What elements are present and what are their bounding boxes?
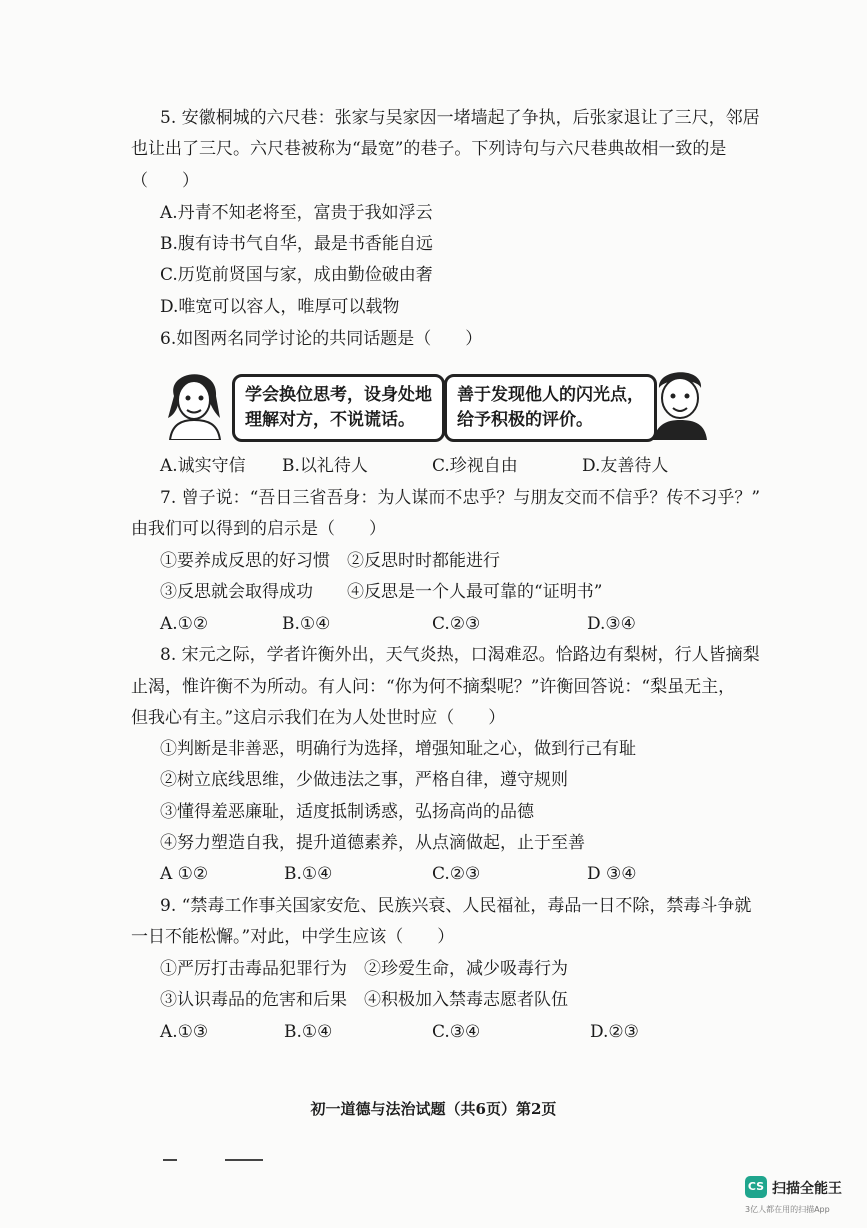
camscanner-logo-icon: CS — [745, 1176, 767, 1198]
q8-item-2: ②树立底线思维，少做违法之事，严格自律，遵守规则 — [160, 770, 568, 790]
page-footer: 初一道德与法治试题（共6页）第2页 — [310, 1100, 557, 1118]
q6-stem: 6.如图两名同学讨论的共同话题是（ ） — [160, 329, 483, 349]
speech-bubble-left — [232, 374, 445, 442]
q7-options — [160, 614, 700, 634]
q9-options — [160, 1022, 700, 1042]
q5-blank: （ ） — [131, 171, 199, 191]
q9-items-row1: ①严厉打击毒品犯罪行为 ②珍爱生命，减少吸毒行为 — [160, 959, 568, 979]
bubble-left-line2: 理解对方，不说谎话。 — [245, 410, 415, 430]
q9-option-b: B.①④ — [284, 1022, 333, 1042]
q7-items-row1: ①要养成反思的好习惯 ②反思时时都能进行 — [160, 551, 500, 571]
q5-line1: 5. 安徽桐城的六尺巷：张家与吴家因一堵墙起了争执，后张家退让了三尺，邻居 — [160, 108, 760, 128]
q5-option-a: A.丹青不知老将至，富贵于我如浮云 — [160, 203, 433, 223]
q8-option-a: A ①② — [160, 864, 209, 884]
scan-mark — [163, 1159, 177, 1161]
q7-line2: 由我们可以得到的启示是（ ） — [131, 519, 386, 539]
watermark-brand: 扫描全能王 — [772, 1181, 842, 1197]
q6-options — [160, 456, 700, 476]
q8-item-3: ③懂得羞恶廉耻，适度抵制诱惑，弘扬高尚的品德 — [160, 802, 534, 822]
q8-option-d: D ③④ — [587, 864, 637, 884]
q8-options — [160, 864, 700, 884]
q5-line2: 也让出了三尺。六尺巷被称为“最宽”的巷子。下列诗句与六尺巷典故相一致的是 — [131, 139, 727, 159]
q6-option-c: C.珍视自由 — [432, 456, 518, 476]
girl-cartoon-icon — [160, 362, 232, 440]
q7-items-row2: ③反思就会取得成功 ④反思是一个人最可靠的“证明书” — [160, 582, 603, 602]
q9-line2: 一日不能松懈。”对此，中学生应该（ ） — [131, 927, 455, 947]
q6-option-a: A.诚实守信 — [160, 456, 246, 476]
watermark-subtitle: 3亿人都在用的扫描App — [745, 1205, 830, 1214]
q8-item-1: ①判断是非善恶，明确行为选择，增强知耻之心，做到行己有耻 — [160, 739, 636, 759]
bubble-right-line1: 善于发现他人的闪光点， — [457, 385, 644, 405]
q9-option-d: D.②③ — [590, 1022, 639, 1042]
q8-item-4: ④努力塑造自我，提升道德素养，从点滴做起，止于至善 — [160, 833, 585, 853]
q7-line1: 7. 曾子说：“吾日三省吾身：为人谋而不忠乎？与朋友交而不信乎？传不习乎？” — [160, 488, 761, 508]
q8-option-c: C.②③ — [432, 864, 481, 884]
q7-option-b: B.①④ — [282, 614, 331, 634]
q7-option-d: D.③④ — [587, 614, 636, 634]
q5-option-d: D.唯宽可以容人，唯厚可以载物 — [160, 297, 400, 317]
speech-bubble-right — [444, 374, 657, 442]
q7-option-c: C.②③ — [432, 614, 481, 634]
q8-line2: 止渴，惟许衡不为所动。有人问：“你为何不摘梨呢？”许衡回答说：“梨虽无主， — [131, 677, 736, 697]
q8-line1: 8. 宋元之际，学者许衡外出，天气炎热，口渴难忍。恰路边有梨树，行人皆摘梨 — [160, 645, 760, 665]
q5-option-c: C.历览前贤国与家，成由勤俭破由奢 — [160, 265, 433, 285]
q9-option-a: A.①③ — [160, 1022, 209, 1042]
q6-option-d: D.友善待人 — [582, 456, 669, 476]
scanner-watermark — [745, 1176, 857, 1220]
scan-mark — [225, 1159, 263, 1161]
q9-items-row2: ③认识毒品的危害和后果 ④积极加入禁毒志愿者队伍 — [160, 990, 568, 1010]
q9-line1: 9. “禁毒工作事关国家安危、民族兴衰、人民福祉，毒品一日不除，禁毒斗争就 — [160, 896, 752, 916]
q8-option-b: B.①④ — [284, 864, 333, 884]
bubble-left-line1: 学会换位思考，设身处地 — [245, 385, 432, 405]
q8-line3: 但我心有主。”这启示我们在为人处世时应（ ） — [131, 708, 506, 728]
q9-option-c: C.③④ — [432, 1022, 481, 1042]
q5-option-b: B.腹有诗书气自华，最是书香能自远 — [160, 234, 433, 254]
q6-option-b: B.以礼待人 — [282, 456, 368, 476]
bubble-right-line2: 给予积极的评价。 — [457, 410, 593, 430]
q7-option-a: A.①② — [160, 614, 209, 634]
boy-cartoon-icon — [645, 362, 717, 440]
